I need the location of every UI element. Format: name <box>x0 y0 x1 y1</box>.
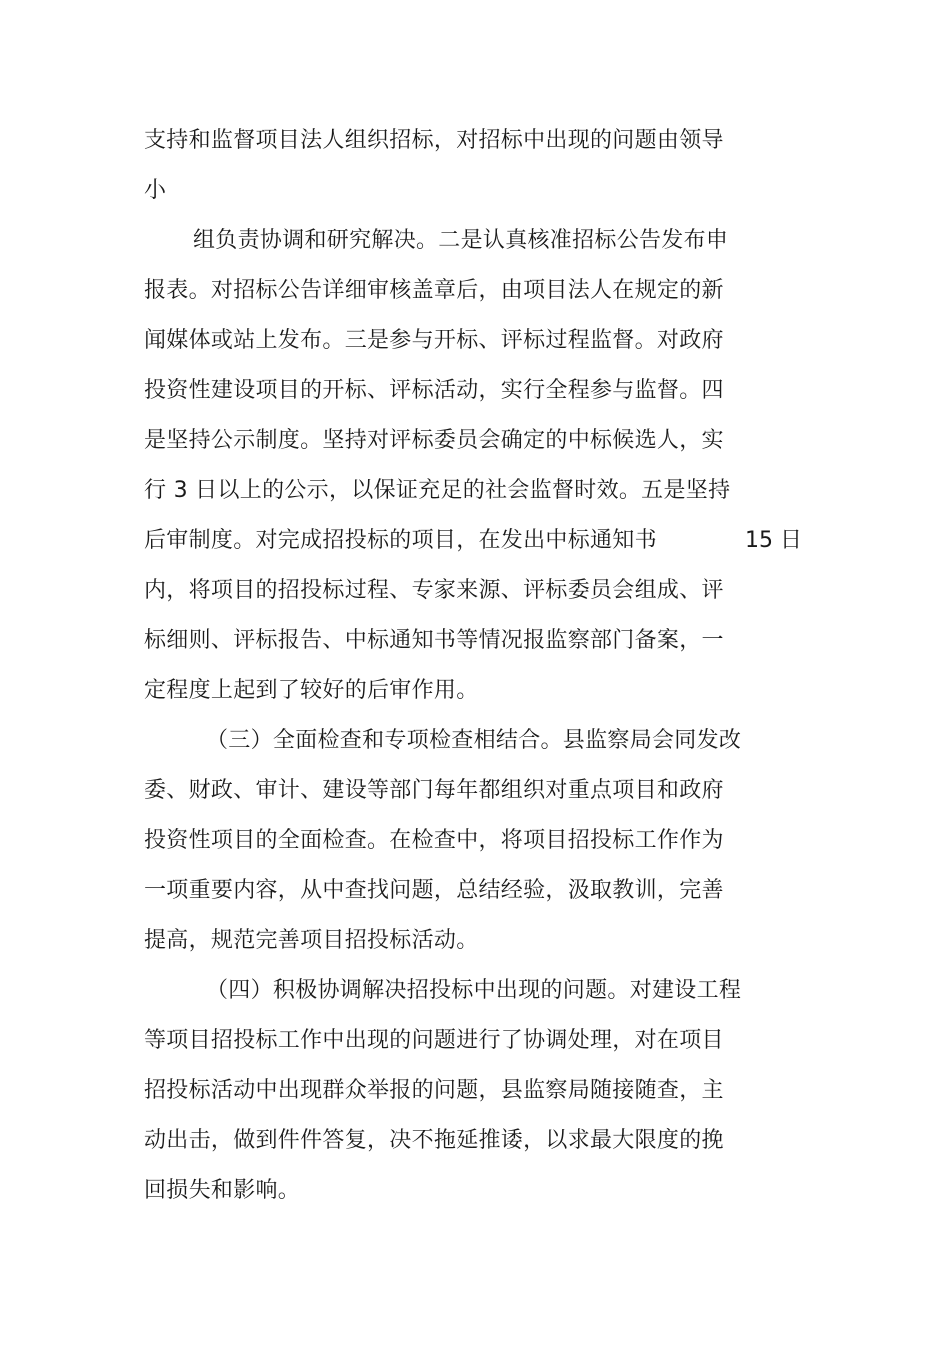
text-line-3: 组负责协调和研究解决。二是认真核准招标公告发布申 <box>193 228 729 253</box>
text-line-20: 招投标活动中出现群众举报的问题，县监察局随接随查，主 <box>144 1078 724 1103</box>
text-line-22: 回损失和影响。 <box>144 1178 301 1203</box>
text-line-19: 等项目招投标工作中出现的问题进行了协调处理，对在项目 <box>144 1028 724 1053</box>
text-line-21: 动出击，做到件件答复，决不拖延推诿，以求最大限度的挽 <box>144 1128 724 1153</box>
text-line-14: 委、财政、审计、建设等部门每年都组织对重点项目和政府 <box>144 778 724 803</box>
text-line-10: 内，将项目的招投标过程、专家来源、评标委员会组成、评 <box>144 578 724 603</box>
text-line-17: 提高，规范完善项目招投标活动。 <box>144 928 479 953</box>
text-line-6: 投资性建设项目的开标、评标活动，实行全程参与监督。四 <box>144 378 724 403</box>
text-line-2: 小 <box>144 178 167 203</box>
text-line-8: 行 3 日以上的公示，以保证充足的社会监督时效。五是坚持 <box>144 478 731 503</box>
text-line-18: （四）积极协调解决招投标中出现的问题。对建设工程 <box>206 978 742 1003</box>
text-line-12: 定程度上起到了较好的后审作用。 <box>144 678 479 703</box>
text-line-4: 报表。对招标公告详细审核盖章后，由项目法人在规定的新 <box>144 278 724 303</box>
text-line-11: 标细则、评标报告、中标通知书等情况报监察部门备案，一 <box>144 628 724 653</box>
text-line-15: 投资性项目的全面检查。在检查中，将项目招投标工作作为 <box>144 828 724 853</box>
text-line-13: （三）全面检查和专项检查相结合。县监察局会同发改 <box>206 728 742 753</box>
text-line-5: 闻媒体或站上发布。三是参与开标、评标过程监督。对政府 <box>144 328 724 353</box>
text-line-9: 后审制度。对完成招投标的项目，在发出中标通知书 <box>144 528 657 553</box>
text-fragment-15-days: 15 日 <box>745 528 802 553</box>
text-line-7: 是坚持公示制度。坚持对评标委员会确定的中标候选人，实 <box>144 428 724 453</box>
text-line-16: 一项重要内容，从中查找问题，总结经验，汲取教训，完善 <box>144 878 724 903</box>
text-line-1: 支持和监督项目法人组织招标，对招标中出现的问题由领导 <box>144 128 724 153</box>
